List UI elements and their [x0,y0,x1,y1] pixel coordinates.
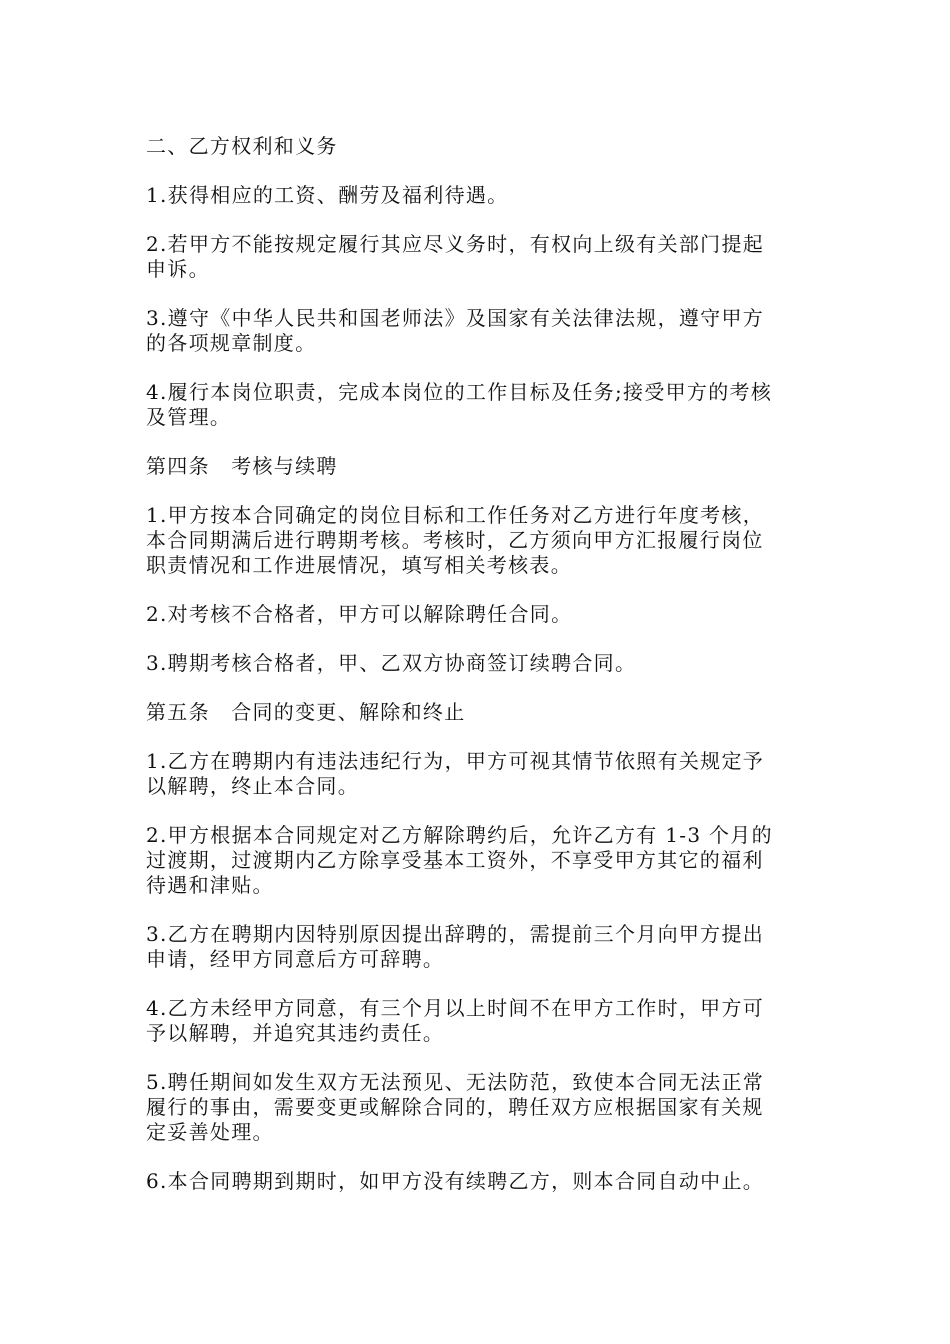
paragraph: 2.对考核不合格者，甲方可以解除聘任合同。 [146,602,573,626]
paragraph: 1.甲方按本合同确定的岗位目标和工作任务对乙方进行年度考核， 本合同期满后进行聘期考核。考核时，乙方须向甲方汇报履行岗位 职责情况和工作进展情况，填写相关考核表。 [146,503,765,577]
document-body [146,134,810,1218]
paragraph: 2.若甲方不能按规定履行其应尽义务时，有权向上级有关部门提起 申诉。 [146,232,765,281]
article-heading-5: 第五条 合同的变更、解除和终止 [146,700,466,724]
paragraph: 5.聘任期间如发生双方无法预见、无法防范，致使本合同无法正常 履行的事由，需要变更或解除合同的，聘任双方应根据国家有关规 定妥善处理。 [146,1070,765,1144]
article-heading-4: 第四条 考核与续聘 [146,454,338,478]
paragraph: 6.本合同聘期到期时，如甲方没有续聘乙方，则本合同自动中止。 [146,1169,765,1193]
paragraph: 4.乙方未经甲方同意，有三个月以上时间不在甲方工作时，甲方可 予以解聘，并追究其违约责任。 [146,996,765,1045]
paragraph: 1.乙方在聘期内有违法违纪行为，甲方可视其情节依照有关规定予 以解聘，终止本合同。 [146,749,765,798]
paragraph: 3.遵守《中华人民共和国老师法》及国家有关法律法规，遵守甲方 的各项规章制度。 [146,306,765,355]
section-heading-rights: 二、乙方权利和义务 [146,134,338,158]
paragraph: 1.获得相应的工资、酬劳及福利待遇。 [146,183,509,207]
paragraph: 3.聘期考核合格者，甲、乙双方协商签订续聘合同。 [146,651,637,675]
paragraph: 2.甲方根据本合同规定对乙方解除聘约后，允许乙方有 1-3 个月的 过渡期，过渡期内乙方除享受基本工资外，不享受甲方其它的福利 待遇和津贴。 [146,823,773,897]
paragraph: 3.乙方在聘期内因特别原因提出辞聘的，需提前三个月向甲方提出 申请，经甲方同意后方可辞聘。 [146,922,765,971]
paragraph: 4.履行本岗位职责，完成本岗位的工作目标及任务;接受甲方的考核 及管理。 [146,380,773,429]
